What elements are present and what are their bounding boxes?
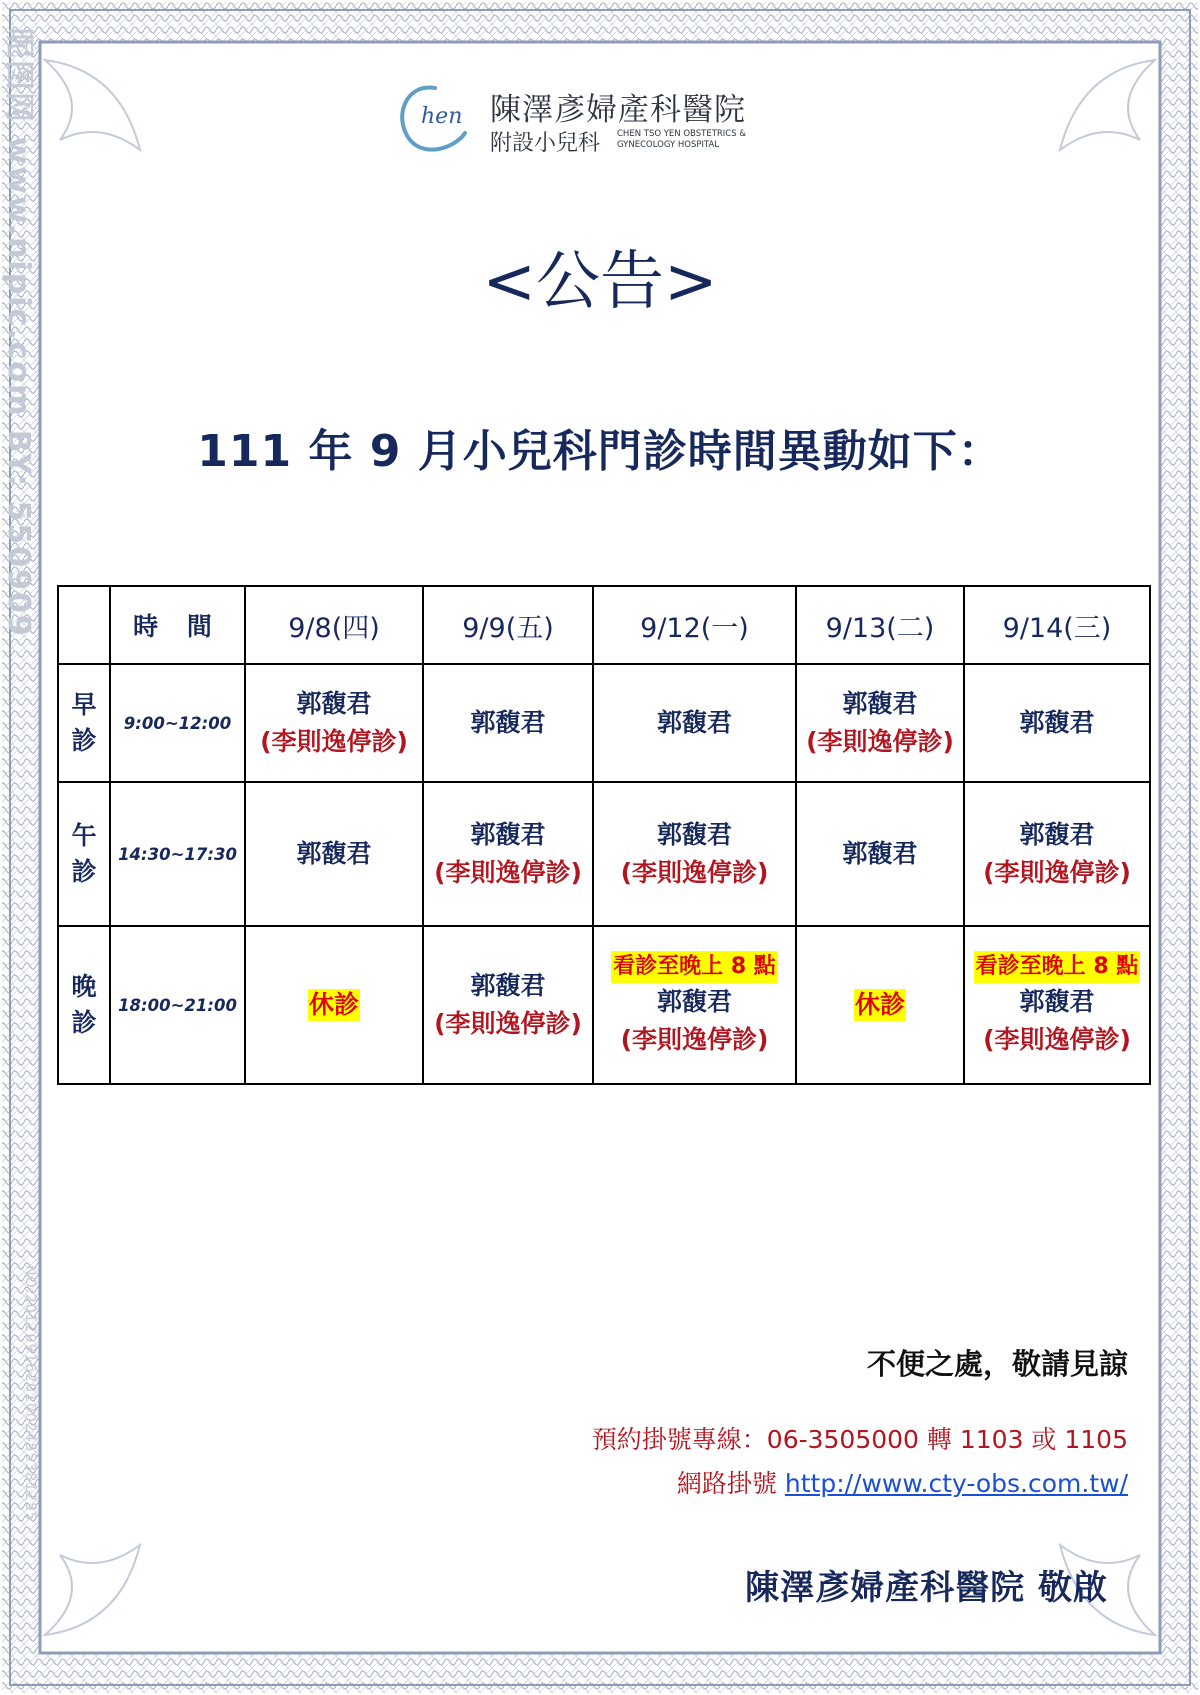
extended-hours-note: 看診至晚上 8 點: [611, 951, 778, 983]
doctor-name: 郭馥君: [470, 708, 546, 737]
schedule-cell: [423, 926, 593, 1084]
session-name-line2: 診: [71, 857, 97, 886]
session-name: [58, 926, 110, 1084]
doctor-name: 郭馥君: [656, 708, 732, 737]
stop-note: (李則逸停診): [620, 1025, 769, 1054]
session-row-morning: [58, 664, 1150, 782]
header-date: 9/13(二): [796, 586, 964, 664]
schedule-table: [57, 585, 1151, 1085]
schedule-cell: [796, 664, 964, 782]
session-range: 14:30~17:30: [110, 782, 245, 926]
doctor-name: 郭馥君: [842, 689, 918, 718]
stop-note: (李則逸停診): [983, 1025, 1131, 1054]
closed-badge: 休診: [308, 990, 359, 1019]
phone-line: 預約掛號專線：06-3505000 轉 1103 或 1105: [591, 1425, 1128, 1454]
chen-logo-icon: [395, 78, 485, 158]
doctor-name: 郭馥君: [656, 987, 732, 1016]
schedule-cell: [423, 664, 593, 782]
doctor-name: 郭馥君: [296, 689, 372, 718]
doctor-name: 郭馥君: [1019, 708, 1095, 737]
stop-note: (李則逸停診): [434, 1009, 582, 1038]
apology-text: 不便之處，敬請見諒: [866, 1347, 1128, 1381]
hospital-name-en: [617, 129, 767, 151]
doctor-name: 郭馥君: [656, 820, 732, 849]
notice-subtitle: 111 年 9 月小兒科門診時間異動如下：: [197, 426, 1003, 477]
session-name-line1: 晚: [71, 972, 97, 1001]
watermark-bottom: NO:20120916201002455381255: [22, 1265, 38, 1522]
schedule-cell: [796, 782, 964, 926]
header-date: 9/9(五): [423, 586, 593, 664]
session-name: [58, 664, 110, 782]
header-time: 時 間: [110, 586, 245, 664]
schedule-cell: [593, 926, 796, 1084]
notice-title: <公告>: [482, 245, 718, 319]
doctor-name: 郭馥君: [842, 839, 918, 868]
schedule-cell: [964, 664, 1150, 782]
session-name-line1: 午: [71, 821, 97, 850]
stop-note: (李則逸停診): [434, 858, 582, 887]
schedule-cell: [593, 782, 796, 926]
hospital-logo: [395, 78, 775, 158]
doctor-name: 郭馥君: [1019, 987, 1095, 1016]
header-date: 9/8(四): [245, 586, 423, 664]
doctor-name: 郭馥君: [470, 971, 546, 1000]
session-name-line2: 診: [71, 726, 97, 755]
stop-note: (李則逸停診): [260, 727, 408, 756]
signature: 陳澤彥婦產科醫院 敬啟: [745, 1568, 1108, 1608]
session-name-line2: 診: [71, 1008, 97, 1037]
schedule-cell: [245, 664, 423, 782]
schedule-cell: [245, 782, 423, 926]
schedule-cell: [964, 782, 1150, 926]
stop-note: (李則逸停診): [806, 727, 954, 756]
web-link[interactable]: http://www.cty-obs.com.tw/: [784, 1469, 1128, 1498]
session-range: 18:00~21:00: [110, 926, 245, 1084]
hospital-name-en-line1: CHEN TSO YEN OBSTETRICS &: [617, 129, 746, 139]
closed-badge: 休診: [854, 990, 905, 1019]
header-row: [58, 586, 1150, 664]
stop-note: (李則逸停診): [620, 858, 769, 887]
watermark-top: 昵图网 www.nipic.com BY: 550909: [1, 28, 36, 638]
web-label: 網路掛號: [676, 1469, 785, 1498]
web-registration: [677, 1464, 1128, 1500]
header-date: 9/14(三): [964, 586, 1150, 664]
schedule-cell: [796, 926, 964, 1084]
hospital-name-cn: 陳澤彥婦產科醫院: [490, 92, 746, 128]
session-row-afternoon: [58, 782, 1150, 926]
schedule-cell: [245, 926, 423, 1084]
header-date: 9/12(一): [593, 586, 796, 664]
schedule-cell: [423, 782, 593, 926]
hospital-name-en-line2: GYNECOLOGY HOSPITAL: [617, 140, 720, 150]
extended-hours-note: 看診至晚上 8 點: [974, 951, 1141, 983]
schedule-cell: [964, 926, 1150, 1084]
doctor-name: 郭馥君: [1019, 820, 1095, 849]
hospital-sub-cn: 附設小兒科: [490, 131, 601, 156]
stop-note: (李則逸停診): [983, 858, 1131, 887]
session-range: 9:00~12:00: [110, 664, 245, 782]
schedule-cell: [593, 664, 796, 782]
doctor-name: 郭馥君: [470, 820, 546, 849]
session-name: [58, 782, 110, 926]
header-blank: [58, 586, 110, 664]
session-row-evening: [58, 926, 1150, 1084]
logo-mark-text: hen: [421, 104, 463, 129]
session-name-line1: 早: [71, 690, 97, 719]
doctor-name: 郭馥君: [296, 839, 372, 868]
